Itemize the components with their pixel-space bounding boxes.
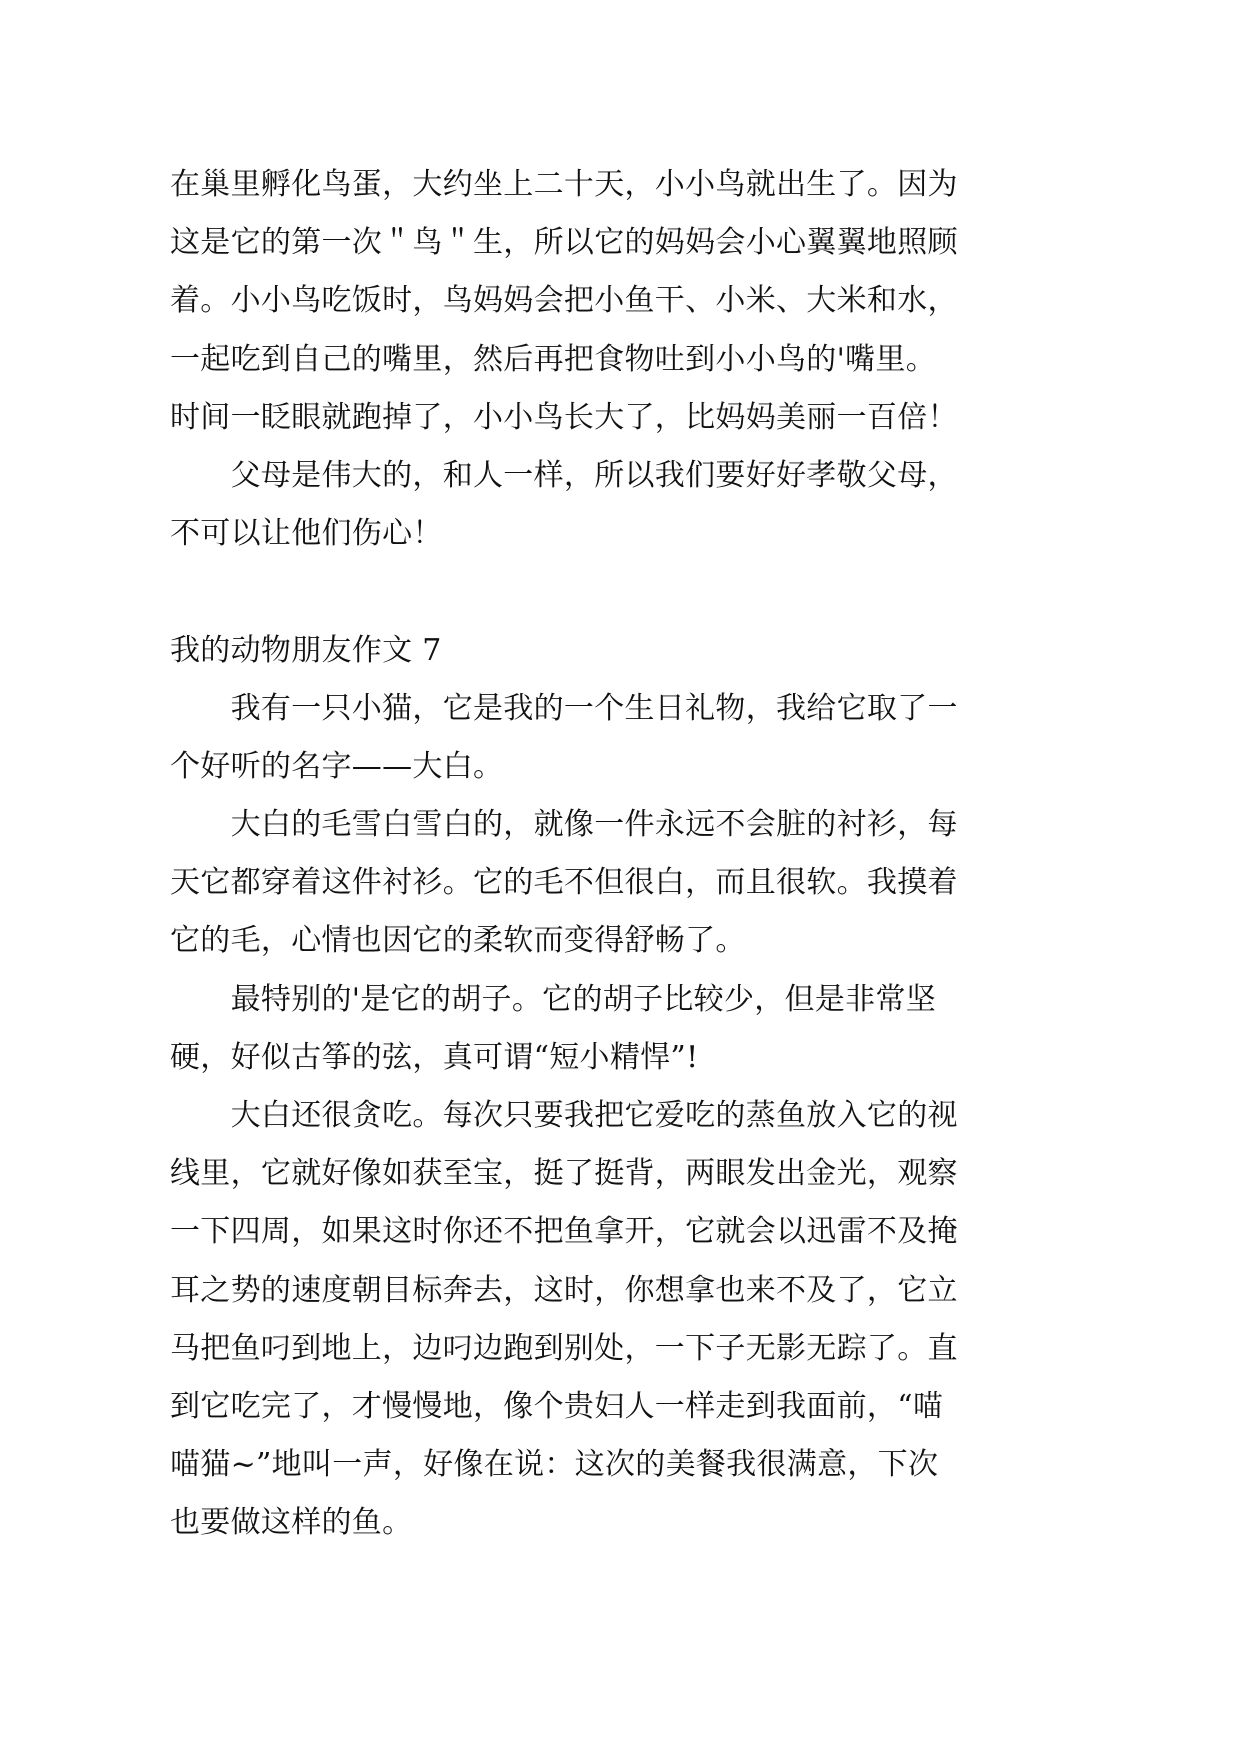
text-line: 耳之势的速度朝目标奔去，这时，你想拿也来不及了，它立 (170, 1272, 958, 1308)
paragraph (170, 796, 990, 971)
text-line: 一下四周，如果这时你还不把鱼拿开，它就会以迅雷不及掩 (170, 1214, 958, 1250)
paragraph (170, 1087, 990, 1553)
text-line: 不可以让他们伤心！ (170, 516, 443, 552)
text-line: 大白的毛雪白雪白的，就像一件永远不会脏的衬衫，每 (230, 807, 958, 843)
text-line: 喵猫~”地叫一声，好像在说：这次的美餐我很满意，下次 (170, 1447, 939, 1483)
continued-paragraph (170, 156, 990, 447)
paragraph (170, 971, 990, 1087)
text-line: 最特别的'是它的胡子。它的胡子比较少，但是非常坚 (230, 981, 937, 1017)
paragraph-spacer (170, 563, 990, 621)
text-line: 天它都穿着这件衬衫。它的毛不但很白，而且很软。我摸着 (170, 865, 958, 901)
text-line: 马把鱼叼到地上，边叼边跑到别处，一下子无影无踪了。直 (170, 1330, 958, 1366)
essay-title: 我的动物朋友作文 7 (170, 632, 442, 668)
text-line: 一起吃到自己的嘴里，然后再把食物吐到小小鸟的'嘴里。 (170, 341, 937, 377)
text-line: 在巢里孵化鸟蛋，大约坐上二十天，小小鸟就出生了。因为 (170, 167, 958, 202)
text-line: 着。小小鸟吃饭时，鸟妈妈会把小鱼干、小米、大米和水， (170, 283, 958, 319)
text-line: 大白还很贪吃。每次只要我把它爱吃的蒸鱼放入它的视 (230, 1098, 958, 1133)
paragraph (170, 680, 990, 796)
text-line: 到它吃完了，才慢慢地，像个贵妇人一样走到我面前，“喵 (170, 1388, 944, 1424)
text-line: 它的毛，心情也因它的柔软而变得舒畅了。 (170, 923, 746, 959)
text-line: 也要做这样的鱼。 (170, 1505, 413, 1541)
text-line: 我有一只小猫，它是我的一个生日礼物，我给它取了一 (230, 690, 958, 726)
paragraph (170, 447, 990, 563)
text-line: 时间一眨眼就跑掉了，小小鸟长大了，比妈妈美丽一百倍！ (170, 399, 958, 435)
document-body (170, 156, 990, 1553)
text-line: 这是它的第一次＂鸟＂生，所以它的妈妈会小心翼翼地照顾 (170, 225, 958, 261)
text-line: 线里，它就好像如获至宝，挺了挺背，两眼发出金光，观察 (170, 1156, 958, 1192)
text-line: 个好听的名字——大白。 (170, 748, 504, 784)
text-line: 父母是伟大的，和人一样，所以我们要好好孝敬父母， (230, 457, 958, 493)
text-line: 硬，好似古筝的弦，真可谓“短小精悍”! (170, 1039, 699, 1075)
